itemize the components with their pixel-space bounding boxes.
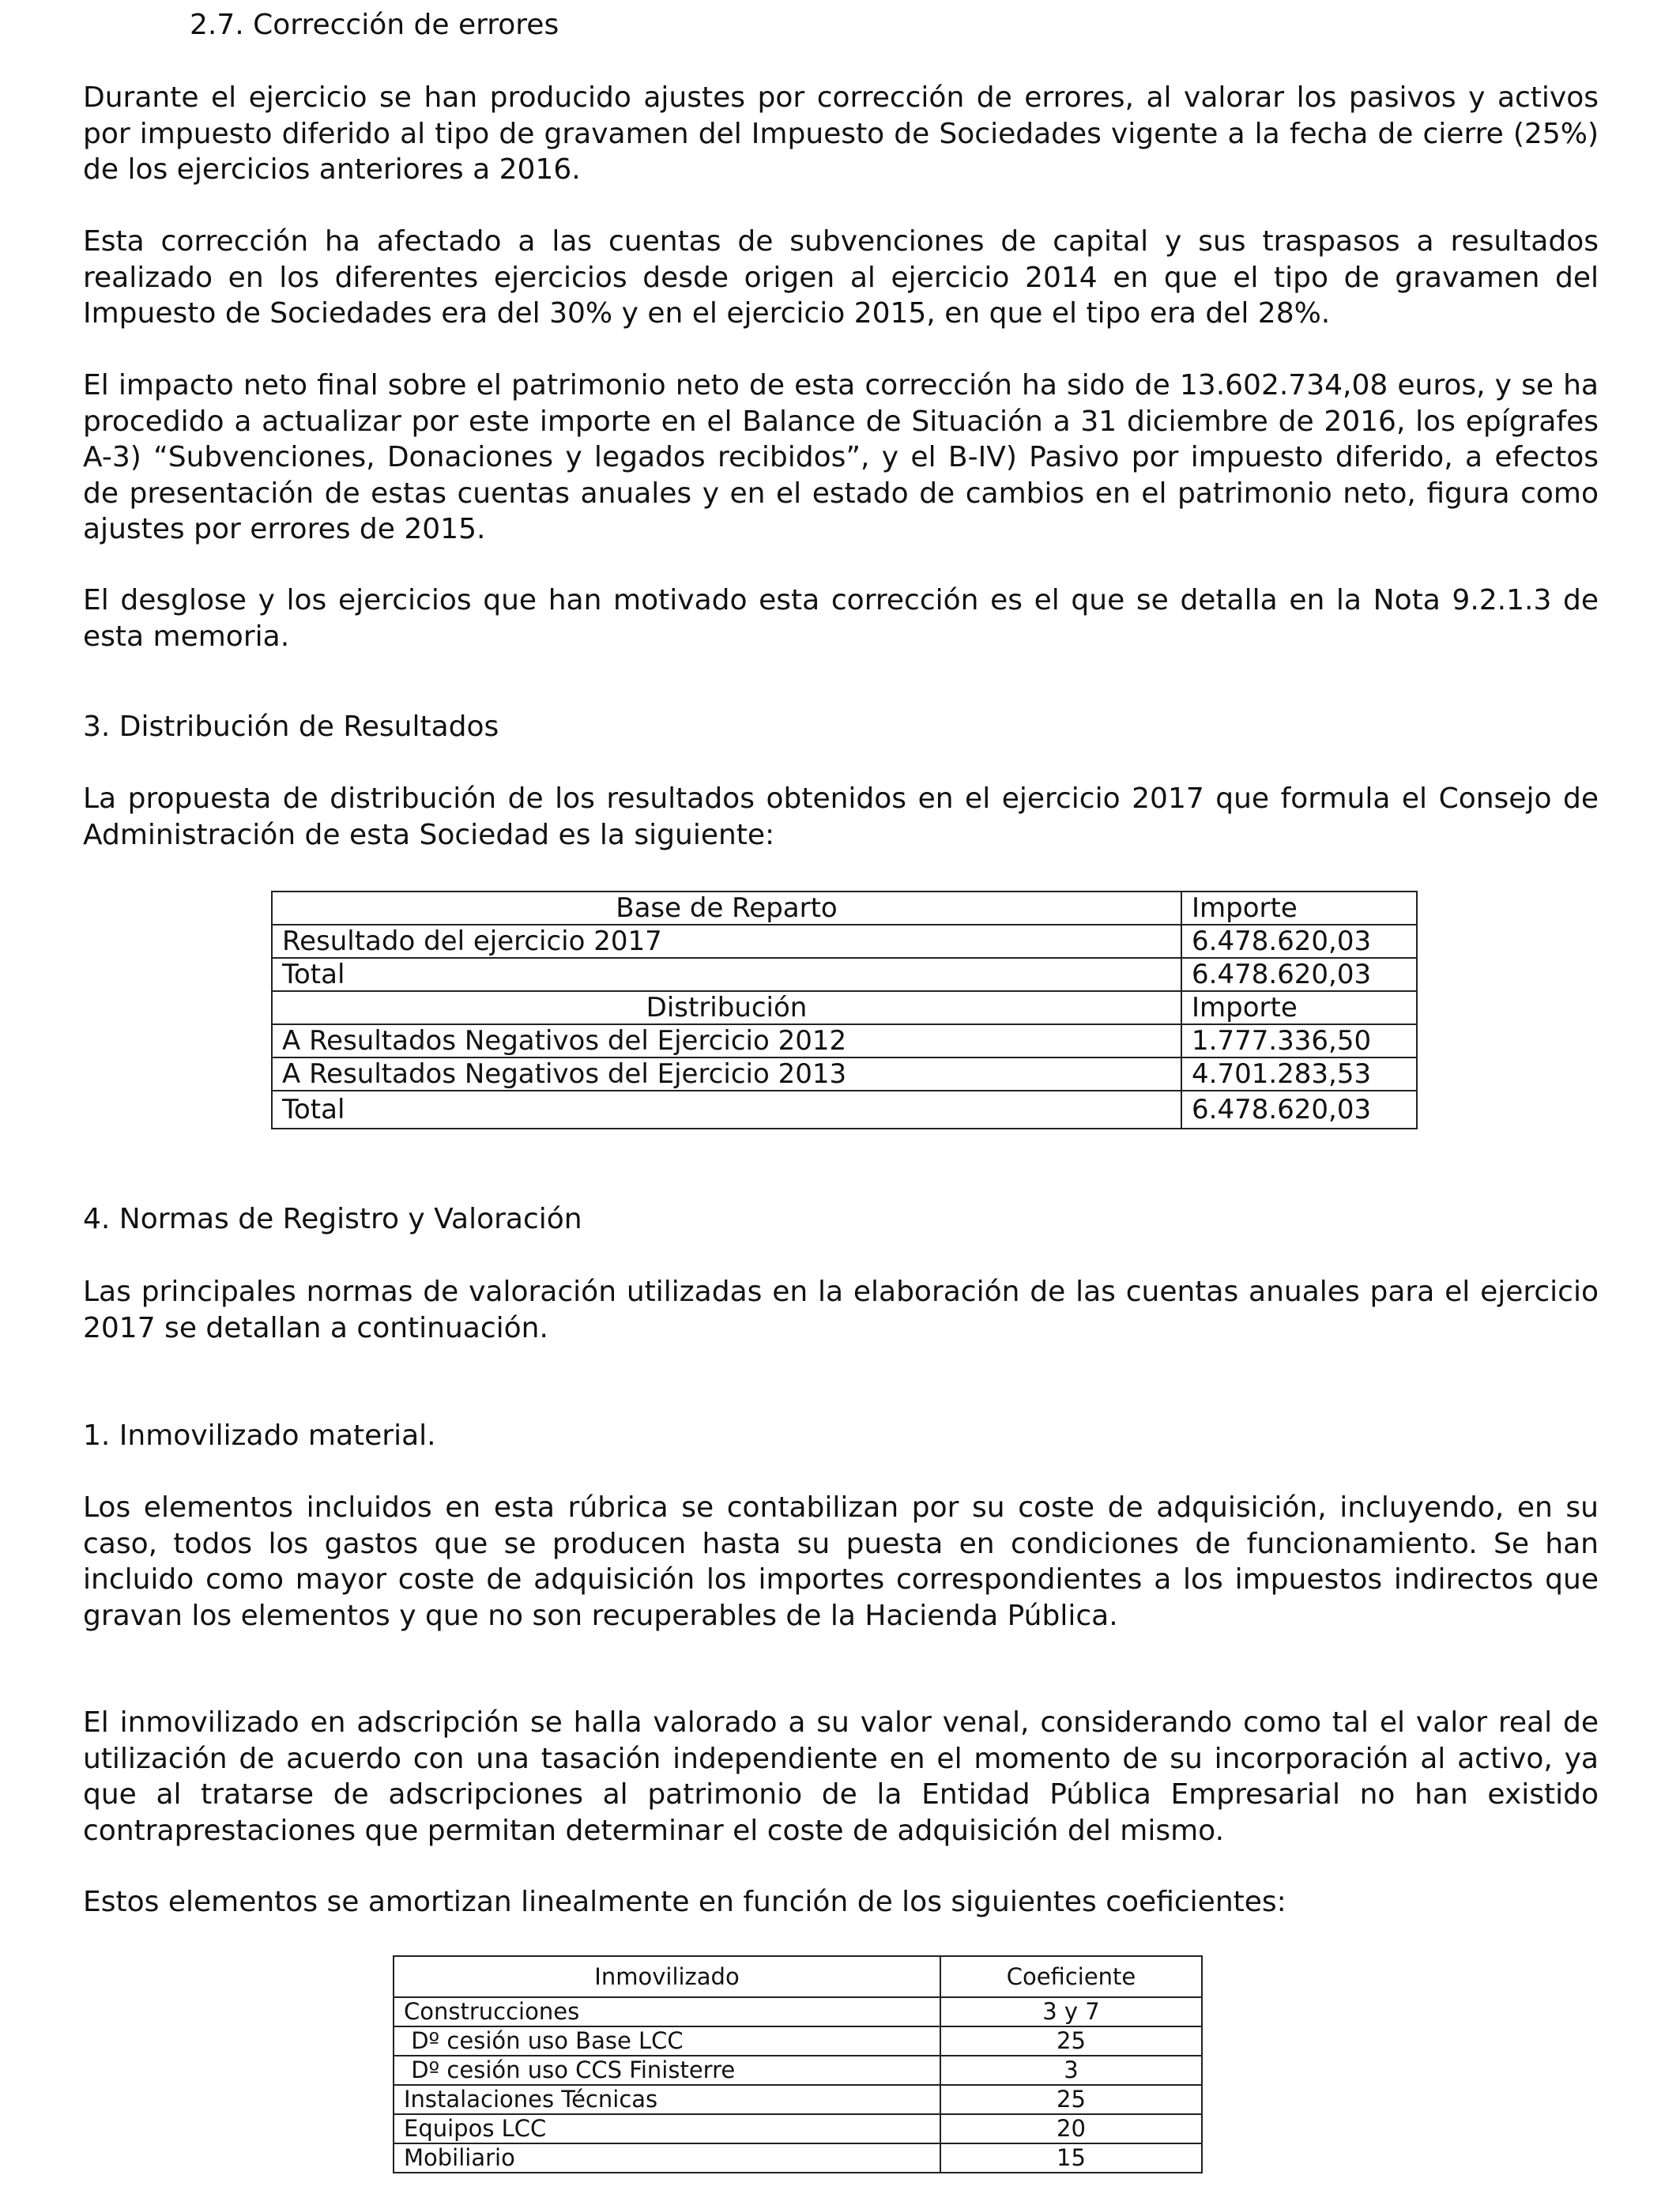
paragraph: La propuesta de distribución de los resultados obtenidos en el ejercicio 2017 que formula el Consejo de Administración de esta Sociedad es la siguiente: [83, 782, 1599, 851]
row-label: Instalaciones Técnicas [394, 2085, 940, 2114]
table-row [272, 1024, 1417, 1057]
row-label: Total [272, 1091, 1181, 1129]
table-row [272, 925, 1417, 958]
row-label: Equipos LCC [394, 2114, 940, 2143]
section-heading-2-7: 2.7. Corrección de errores [190, 9, 559, 41]
header-coeficiente: Coeficiente [940, 1956, 1202, 1997]
row-value: 25 [940, 2026, 1202, 2056]
paragraph: El inmovilizado en adscripción se halla valorado a su valor venal, considerando como tal el valor real de utilización de acuerdo con una tasación independiente en el momento de su incorporación al activo, ya que al tratarse de adscripciones al patrimonio de la Entidad Pública Empresarial no han existido contraprestaciones que permitan determinar el coste de adquisición del mismo. [83, 1706, 1599, 1847]
paragraph: Esta corrección ha afectado a las cuentas de subvenciones de capital y sus traspasos a resultados realizado en los diferentes ejercicios desde origen al ejercicio 2014 en que el tipo de gravamen del Impuesto de Sociedades era del 30% y en el ejercicio 2015, en que el tipo era del 28%. [83, 225, 1599, 330]
row-value: 25 [940, 2085, 1202, 2114]
row-label: Resultado del ejercicio 2017 [272, 925, 1181, 958]
row-value: 20 [940, 2114, 1202, 2143]
table-row [394, 2085, 1202, 2114]
subsection-heading-inmovilizado: 1. Inmovilizado material. [83, 1419, 436, 1452]
row-value: 4.701.283,53 [1181, 1057, 1417, 1091]
row-label: Dº cesión uso CCS Finisterre [394, 2056, 940, 2085]
row-label: Mobiliario [394, 2143, 940, 2173]
distribution-table [271, 891, 1418, 1129]
row-label: A Resultados Negativos del Ejercicio 2012 [272, 1024, 1181, 1057]
header-distribucion: Distribución [272, 991, 1181, 1024]
header-inmovilizado: Inmovilizado [394, 1956, 940, 1997]
row-label: A Resultados Negativos del Ejercicio 2013 [272, 1057, 1181, 1091]
row-value: 6.478.620,03 [1181, 1091, 1417, 1129]
table-row [394, 2056, 1202, 2085]
header-importe: Importe [1181, 892, 1417, 925]
table-row [272, 1091, 1417, 1129]
row-value: 6.478.620,03 [1181, 958, 1417, 991]
paragraph: Los elementos incluidos en esta rúbrica se contabilizan por su coste de adquisición, incluyendo, en su caso, todos los gastos que se producen hasta su puesta en condiciones de funcionamiento. Se han incluido como mayor coste de adquisición los importes correspondientes a los impuestos indirectos que gravan los elementos y que no son recuperables de la Hacienda Pública. [83, 1491, 1599, 1632]
header-importe: Importe [1181, 991, 1417, 1024]
row-label: Total [272, 958, 1181, 991]
table-row [272, 958, 1417, 991]
table-row [272, 991, 1417, 1024]
header-base-de-reparto: Base de Reparto [272, 892, 1181, 925]
coefficients-table [393, 1955, 1203, 2173]
row-value: 3 [940, 2056, 1202, 2085]
paragraph: El desglose y los ejercicios que han motivado esta corrección es el que se detalla en la Nota 9.2.1.3 de esta memoria. [83, 584, 1599, 653]
paragraph: Las principales normas de valoración utilizadas en la elaboración de las cuentas anuales para el ejercicio 2017 se detallan a continuación. [83, 1276, 1599, 1344]
row-value: 6.478.620,03 [1181, 925, 1417, 958]
table-row [272, 892, 1417, 925]
row-label: Construcciones [394, 1997, 940, 2026]
row-value: 15 [940, 2143, 1202, 2173]
table-row [394, 2026, 1202, 2056]
section-heading-3: 3. Distribución de Resultados [83, 711, 499, 743]
paragraph: El impacto neto final sobre el patrimonio neto de esta corrección ha sido de 13.602.734,08 euros, y se ha procedido a actualizar por este importe en el Balance de Situación a 31 diciembre de 2016, los epígrafes A-3) “Subvenciones, Donaciones y legados recibidos”, y el B-IV) Pasivo por impuesto diferido, a efectos de presentación de estas cuentas anuales y en el estado de cambios en el patrimonio neto, figura como ajustes por errores de 2015. [83, 369, 1599, 545]
row-value: 3 y 7 [940, 1997, 1202, 2026]
table-row [394, 1956, 1202, 1997]
table-row [394, 1997, 1202, 2026]
section-heading-4: 4. Normas de Registro y Valoración [83, 1203, 582, 1235]
table-row [272, 1057, 1417, 1091]
paragraph: Durante el ejercicio se han producido ajustes por corrección de errores, al valorar los pasivos y activos por impuesto diferido al tipo de gravamen del Impuesto de Sociedades vigente a la fecha de cierre (25%) de los ejercicios anteriores a 2016. [83, 81, 1599, 186]
table-row [394, 2114, 1202, 2143]
table-row [394, 2143, 1202, 2173]
paragraph: Estos elementos se amortizan linealmente en función de los siguientes coeficientes: [83, 1886, 1286, 1918]
row-value: 1.777.336,50 [1181, 1024, 1417, 1057]
row-label: Dº cesión uso Base LCC [394, 2026, 940, 2056]
